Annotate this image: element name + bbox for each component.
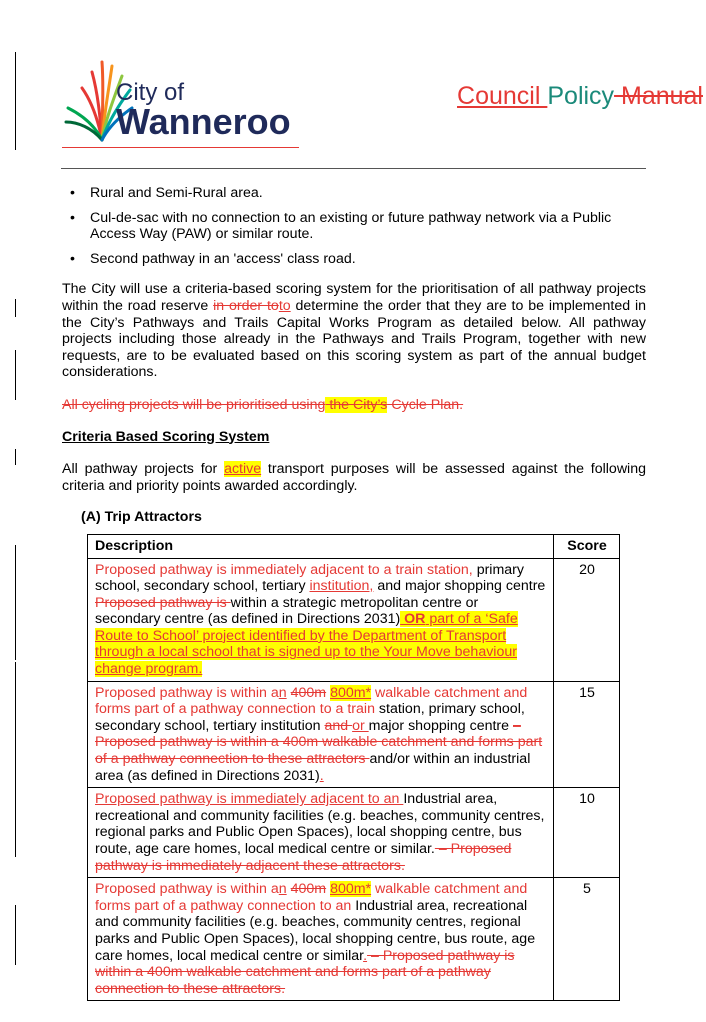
- revision-bar: [15, 299, 16, 317]
- inserted-highlighted-text: 800m*: [330, 881, 372, 898]
- sub-heading: (A) Trip Attractors: [81, 509, 202, 526]
- deleted-text: All cycling projects will be prioritised using: [62, 396, 326, 413]
- description-cell: [88, 558, 554, 681]
- score-cell: 20: [554, 558, 620, 681]
- text-run: primary school, secondary school, tertiary: [95, 561, 524, 595]
- deleted-text: 400m: [290, 684, 327, 701]
- bullet-list: [62, 185, 646, 267]
- inserted-highlighted-text: active: [224, 461, 262, 478]
- logo-text-wanneroo: Wanneroo: [116, 101, 291, 142]
- revision-bar: [15, 350, 16, 400]
- column-header-score: Score: [554, 534, 620, 558]
- inserted-highlighted-text: OR: [400, 611, 426, 628]
- table-row: [88, 681, 620, 788]
- column-header-description: Description: [88, 534, 554, 558]
- list-item: • Cul-de-sac with no connection to an existing or future pathway network via a Public Access Way (PAW) or similar route.: [90, 210, 646, 243]
- revision-bar: [15, 662, 16, 857]
- logo-underline: [62, 147, 299, 148]
- deleted-text: and: [324, 717, 353, 734]
- revision-bar: [15, 905, 16, 965]
- text-run: and/or within an industrial area (as defined in Directions 2031): [95, 751, 531, 784]
- score-cell: 5: [554, 878, 620, 1001]
- deleted-text: Proposed pathway is: [95, 594, 231, 611]
- logo-text-city-of: City of: [116, 79, 185, 106]
- deleted-text: – Proposed pathway is immediately adjacent these attractors.: [95, 841, 512, 874]
- score-cell: 15: [554, 681, 620, 788]
- deleted-text: – Proposed pathway is within a 400m walkable catchment and forms part of a pathway connection to these attractors: [95, 717, 543, 768]
- score-cell: 10: [554, 788, 620, 878]
- description-cell: [88, 878, 554, 1001]
- deleted-highlighted-text: the City’s: [325, 396, 388, 413]
- text-run: Industrial area, recreational and community facilities (e.g. beaches, community centres, regional parks and Public Open Spaces), local shopping centre, bus route, age care homes, local medical centre or similar.: [95, 791, 545, 857]
- text-run: Proposed pathway is within a: [95, 684, 279, 701]
- text-run: Proposed pathway is immediately adjacent to a train station,: [95, 561, 473, 578]
- title-part-manual: Manual: [614, 82, 703, 110]
- deleted-text: Cycle Plan.: [387, 396, 464, 413]
- inserted-text: .: [319, 767, 324, 784]
- table-header-row: [88, 534, 620, 558]
- document-body: [62, 185, 646, 1001]
- description-cell: [88, 788, 554, 878]
- text-run: Proposed pathway is within a: [95, 881, 279, 898]
- inserted-text: to: [278, 297, 291, 314]
- table-row: [88, 558, 620, 681]
- inserted-text: or: [352, 717, 369, 734]
- inserted-highlighted-text: 800m*: [330, 684, 372, 701]
- deleted-text: in order to: [213, 297, 279, 314]
- text-run: and major shopping centre: [373, 578, 546, 595]
- inserted-highlighted-text: part of a ‘Safe Route to School’ project identified by the Department of Transport through a local school that is signed up to the Your Move behaviour change program.: [95, 611, 518, 678]
- deleted-text: 400m: [290, 881, 327, 898]
- cycling-paragraph: [62, 397, 646, 414]
- list-item: • Rural and Semi-Rural area.: [90, 185, 646, 202]
- title-part-council: Council: [457, 82, 548, 110]
- city-of-wanneroo-logo: [62, 50, 302, 146]
- text-run: station, primary school, secondary school, tertiary institution: [95, 701, 525, 734]
- inserted-text: n: [278, 684, 287, 701]
- description-cell: [88, 681, 554, 788]
- table-row: [88, 878, 620, 1001]
- scoring-paragraph: [62, 281, 646, 381]
- inserted-text: institution,: [309, 578, 374, 595]
- text-run: transport purposes will be assessed against the following criteria and priority points awarded accordingly.: [62, 461, 646, 494]
- title-part-policy: Policy: [547, 82, 615, 110]
- revision-bar: [15, 449, 16, 465]
- text-run: determine the order that they are to be implemented in the City’s Pathways and Trails Capital Works Program as detailed below. All pathway projects including those already in the Pathways and Trails Program, together with new requests, are to be evaluated based on this scoring system as part of the annual budget considerations.: [62, 297, 646, 381]
- inserted-text: n: [278, 881, 287, 898]
- text-run: Industrial area, recreational and community facilities (e.g. beaches, community centres, regional parks and Public Open Spaces), local shopping centre, bus route, age care homes, local medical centre or similar: [95, 897, 536, 964]
- table-row: [88, 788, 620, 878]
- text-run: major shopping centre: [368, 717, 513, 734]
- assessment-paragraph: [62, 461, 646, 494]
- text-run: walkable catchment and forms part of a pathway connection to an: [95, 881, 528, 914]
- text-run: The City will use a criteria-based scoring system for the prioritisation of all pathway projects within the road reserve: [62, 281, 646, 314]
- deleted-text: – Proposed pathway is within a 400m walkable catchment and forms part of a pathway connection to these attractors.: [95, 947, 515, 997]
- revision-bar: [15, 52, 16, 150]
- page-title: [457, 82, 703, 111]
- inserted-text: .: [363, 947, 368, 964]
- header-divider: [61, 168, 646, 169]
- list-item: • Second pathway in an 'access' class road.: [90, 251, 646, 268]
- section-heading: Criteria Based Scoring System: [62, 428, 270, 445]
- revision-bar: [15, 545, 16, 660]
- trip-attractors-table: [87, 534, 620, 1001]
- text-run: within a strategic metropolitan centre or secondary centre (as defined in Directions 2031): [95, 594, 479, 628]
- text-run: All pathway projects for: [62, 461, 225, 478]
- text-run: walkable catchment and forms part of a pathway connection to a train: [95, 684, 528, 718]
- inserted-text: Proposed pathway is immediately adjacent to an: [95, 791, 404, 808]
